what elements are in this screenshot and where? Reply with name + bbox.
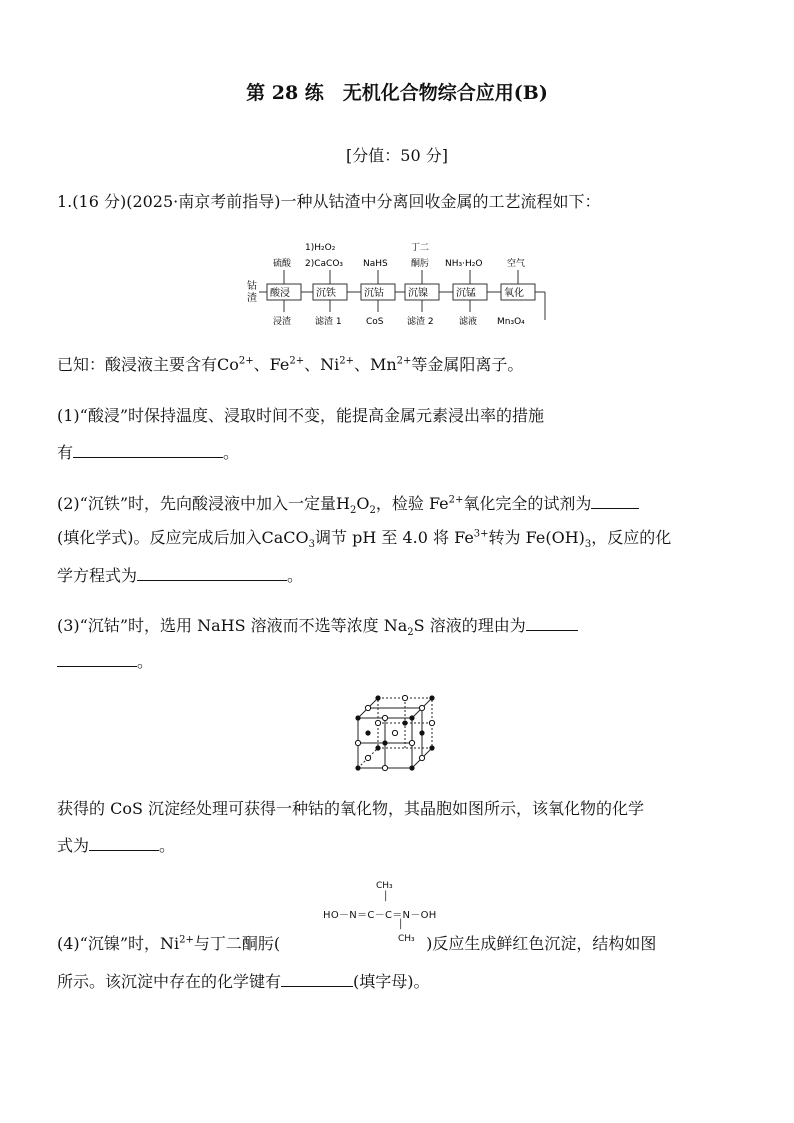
page-title: 第 28 练 无机化合物综合应用(B) bbox=[246, 82, 548, 104]
flow-output-5: Mn₃O₄ bbox=[497, 317, 525, 327]
flow-output-2: CoS bbox=[366, 317, 384, 327]
flow-reagent-1: 1)H₂O₂ bbox=[305, 243, 336, 253]
q1-part4-line1: (4)“沉镍”时，$Ni^{2+}$与丁二酮肟( )反应生成鲜红色沉淀，结构如图 bbox=[57, 934, 657, 953]
flow-reagent-4: 丁二 bbox=[411, 243, 430, 253]
answer-blank-6[interactable] bbox=[89, 834, 159, 851]
process-flow-diagram bbox=[245, 236, 565, 328]
flow-reagent-3: NaHS bbox=[363, 259, 388, 269]
flow-reagent-2: 2)CaCO₃ bbox=[305, 259, 344, 269]
structure-chain: HO－N＝C－C＝N－OH bbox=[323, 910, 437, 921]
flow-output-4: 滤液 bbox=[459, 317, 478, 327]
structure-bottom-bond: │ bbox=[398, 920, 404, 930]
flow-step-3: 沉镍 bbox=[408, 288, 428, 299]
answer-blank-2[interactable] bbox=[591, 492, 639, 509]
flow-step-0: 酸浸 bbox=[270, 288, 290, 299]
flow-output-1: 滤渣 1 bbox=[315, 317, 342, 327]
q1-part1-line2: 有 。 bbox=[57, 443, 240, 462]
answer-blank-4[interactable] bbox=[526, 614, 578, 631]
q1-crystal-line1: 获得的 CoS 沉淀经处理可获得一种钴的氧化物，其晶胞如图所示，该氧化物的化学 bbox=[57, 799, 645, 818]
flow-step-1: 沉铁 bbox=[316, 288, 336, 299]
q1-crystal-line2: 式为 。 bbox=[57, 836, 176, 855]
answer-blank-7[interactable] bbox=[281, 970, 353, 987]
q1-part2-line1: (2)“沉铁”时，先向酸浸液中加入一定量$H_2O_2$，检验 $Fe^{2+}$氧化完全的试剂为 bbox=[57, 492, 639, 515]
flow-reagent-5: 酮肟 bbox=[411, 259, 430, 269]
flow-step-5: 氧化 bbox=[504, 288, 524, 299]
flow-reagent-6: NH₃·H₂O bbox=[445, 259, 483, 269]
answer-blank-3[interactable] bbox=[137, 564, 287, 581]
structure-top-bond: │ bbox=[383, 892, 389, 902]
flow-output-3: 滤渣 2 bbox=[407, 317, 434, 327]
structure-bottom-methyl: CH₃ bbox=[398, 934, 415, 944]
flow-output-0: 浸渣 bbox=[273, 317, 292, 327]
flow-start-2: 渣 bbox=[247, 293, 257, 304]
flow-start-1: 钴 bbox=[247, 281, 257, 292]
q1-part4-line2: 所示。该沉淀中存在的化学键有 (填字母)。 bbox=[57, 972, 430, 991]
q1-part3-line1: (3)“沉钴”时，选用 NaHS 溶液而不选等浓度 $Na_2S$ 溶液的理由为 bbox=[57, 614, 578, 637]
q1-part1-line1: (1)“酸浸”时保持温度、浸取时间不变，能提高金属元素浸出率的措施 bbox=[57, 406, 545, 425]
q1-part2-line3: 学方程式为 。 bbox=[57, 566, 304, 585]
score-label: [分值：50 分] bbox=[346, 146, 448, 165]
structure-top-methyl: CH₃ bbox=[376, 881, 393, 891]
known-info: 已知：酸浸液主要含有$Co^{2+}$、$Fe^{2+}$、$Ni^{2+}$、$Mn^{2+}$等金属阳离子。 bbox=[57, 355, 524, 374]
flow-reagent-7: 空气 bbox=[507, 259, 526, 269]
question-1-intro: 1.(16 分)(2025·南京考前指导)一种从钴渣中分离回收金属的工艺流程如下： bbox=[57, 192, 601, 211]
flow-reagent-0: 硫酸 bbox=[273, 259, 292, 269]
q1-part3-line2: 。 bbox=[57, 650, 153, 673]
flow-step-2: 沉钴 bbox=[364, 288, 384, 299]
q1-part2-line2: (填化学式)。反应完成后加入CaCO$_3$调节 pH 至 4.0 将 $Fe^{3+}$转为 $Fe(OH)_3$，反应的化 bbox=[57, 528, 672, 551]
crystal-cell-diagram bbox=[352, 690, 442, 772]
answer-blank-5[interactable] bbox=[57, 650, 137, 667]
answer-blank-1[interactable] bbox=[73, 441, 223, 458]
flow-step-4: 沉锰 bbox=[456, 288, 476, 299]
